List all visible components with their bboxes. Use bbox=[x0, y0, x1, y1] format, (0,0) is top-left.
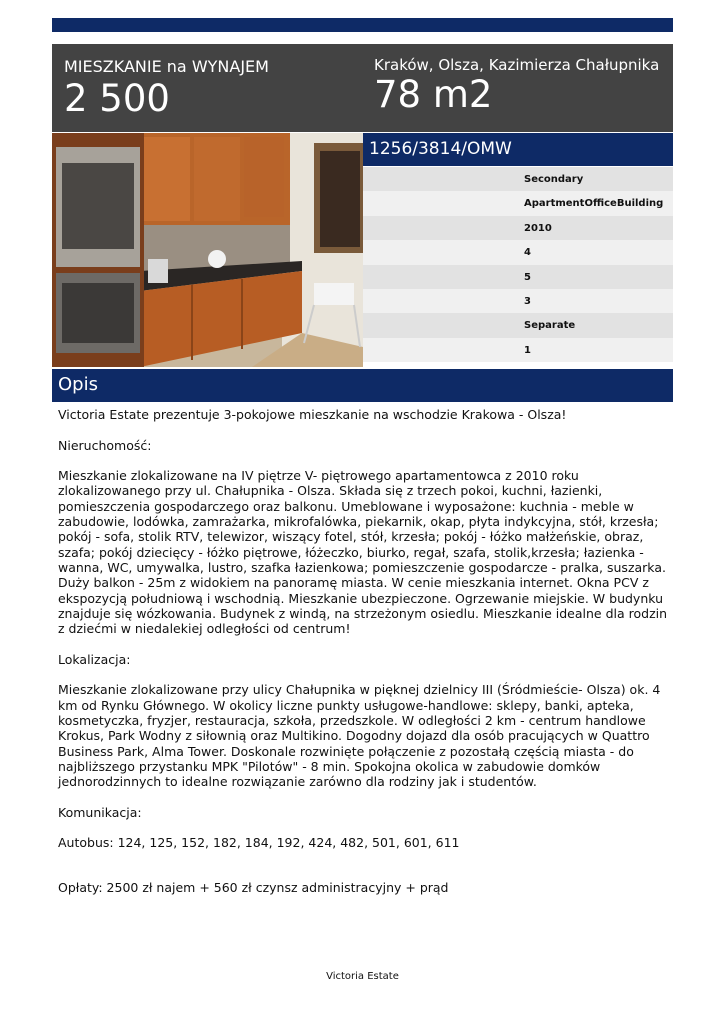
detail-row-building-type bbox=[363, 191, 673, 215]
detail-value: 4 bbox=[524, 247, 531, 259]
detail-value: Secondary bbox=[524, 174, 584, 185]
description-intro: Victoria Estate prezentuje 3-pokojowe mieszkanie na wschodzie Krakowa - Olsza! bbox=[58, 407, 567, 422]
reference-number: 1256/3814/OMW bbox=[369, 139, 512, 159]
detail-row-market bbox=[363, 167, 673, 191]
detail-value: 2010 bbox=[524, 222, 552, 234]
footer-company: Victoria Estate bbox=[326, 971, 399, 982]
detail-row-rooms bbox=[363, 289, 673, 313]
listing-type: MIESZKANIE na WYNAJEM bbox=[64, 57, 269, 76]
description-heading-transport: Komunikacja: bbox=[58, 804, 142, 820]
reference-bar bbox=[363, 133, 673, 166]
detail-row-floors-total bbox=[363, 265, 673, 289]
description-heading-property: Nieruchomość: bbox=[58, 437, 152, 453]
detail-value: 1 bbox=[524, 344, 531, 356]
description-location: Mieszkanie zlokalizowane przy ulicy Chałupnika w pięknej dzielnicy III (Śródmieście- Olsza) ok. 4 km od Rynku Głównego. W okolicy liczne punkty usługowe-handlowe: sklepy, banki, apteka, kosmetyczka, fryzjer, restauracja, szkoła, przedszkole. W odległości 2 km - centrum handlowe Krokus, Park Wodny z siłownią oraz Multikino. Dogodny dojazd dla osób pracujących w Quattro Business Park, Alma Tower. Doskonale rozwinięte połączenie z pozostałą częścią miasta - do najbliższego przystanku MPK "Pilotów" - 8 min. Spokojna okolica w zabudowie domków jednorodzinnych to idealne rozwiązanie zarówno dla rodziny jak i studentów. bbox=[58, 682, 661, 790]
detail-row-floor bbox=[363, 240, 673, 264]
top-accent-bar bbox=[52, 18, 673, 32]
description-transport: Autobus: 124, 125, 152, 182, 184, 192, 424, 482, 501, 601, 611 bbox=[58, 835, 460, 851]
detail-row-bathrooms bbox=[363, 338, 673, 362]
section-title: Opis bbox=[58, 374, 98, 395]
description-property: Mieszkanie zlokalizowane na IV piętrze V- piętrowego apartamentowca z 2010 roku zlokalizowanego przy ul. Chałupnika - Olsza. Składa się z trzech pokoi, kuchni, łazienki, pomieszczenia gospodarczego oraz balkonu. Umeblowane i wyposażone: kuchnia - meble w zabudowie, lodówka, zamrażarka, mikrofalówka, piekarnik, okap, płyta indykcyjna, stół, krzesła; pokój - sofa, stolik RTV, telewizor, wiszący fotel, stół, krzesła; pokój - łóżko małżeńskie, obraz, szafa; pokój dziecięcy - łóżko piętrowe, łóżeczko, biurko, regał, szafa, stolik,krzesła; łazienka - wanna, WC, umywalka, lustro, szafka łazienkowa; pomieszczenie gospodarcze - pralka, suszarka. Duży balkon - 25m z widokiem na panoramę miasta. W cenie mieszkania internet. Okna PCV z ekspozycją południową i wschodnią. Mieszkanie ubezpieczone. Ogrzewanie miejskie. W budynku znajduje się wózkowania. Budynek z windą, na strzeżonym osiedlu. Mieszkanie idealne dla rodzin z dziećmi w niedalekiej odległości od centrum! bbox=[58, 468, 668, 637]
listing-header bbox=[52, 44, 673, 132]
listing-area: 78 m2 bbox=[374, 73, 493, 116]
section-title-bar bbox=[52, 369, 673, 402]
detail-value: 3 bbox=[524, 295, 531, 307]
detail-value: ApartmentOfficeBuilding bbox=[524, 198, 664, 210]
detail-value: Separate bbox=[524, 320, 576, 332]
description-heading-location: Lokalizacja: bbox=[58, 651, 131, 667]
details-table bbox=[363, 167, 673, 362]
listing-location: Kraków, Olsza, Kazimierza Chałupnika bbox=[374, 56, 660, 74]
kitchen-photo bbox=[52, 133, 363, 367]
detail-row-year bbox=[363, 216, 673, 240]
description bbox=[58, 407, 668, 910]
description-fees: Opłaty: 2500 zł najem + 560 zł czynsz administracyjny + prąd bbox=[58, 879, 449, 895]
listing-price: 2 500 bbox=[64, 77, 170, 120]
detail-row-kitchen bbox=[363, 313, 673, 337]
detail-value: 5 bbox=[524, 271, 531, 283]
